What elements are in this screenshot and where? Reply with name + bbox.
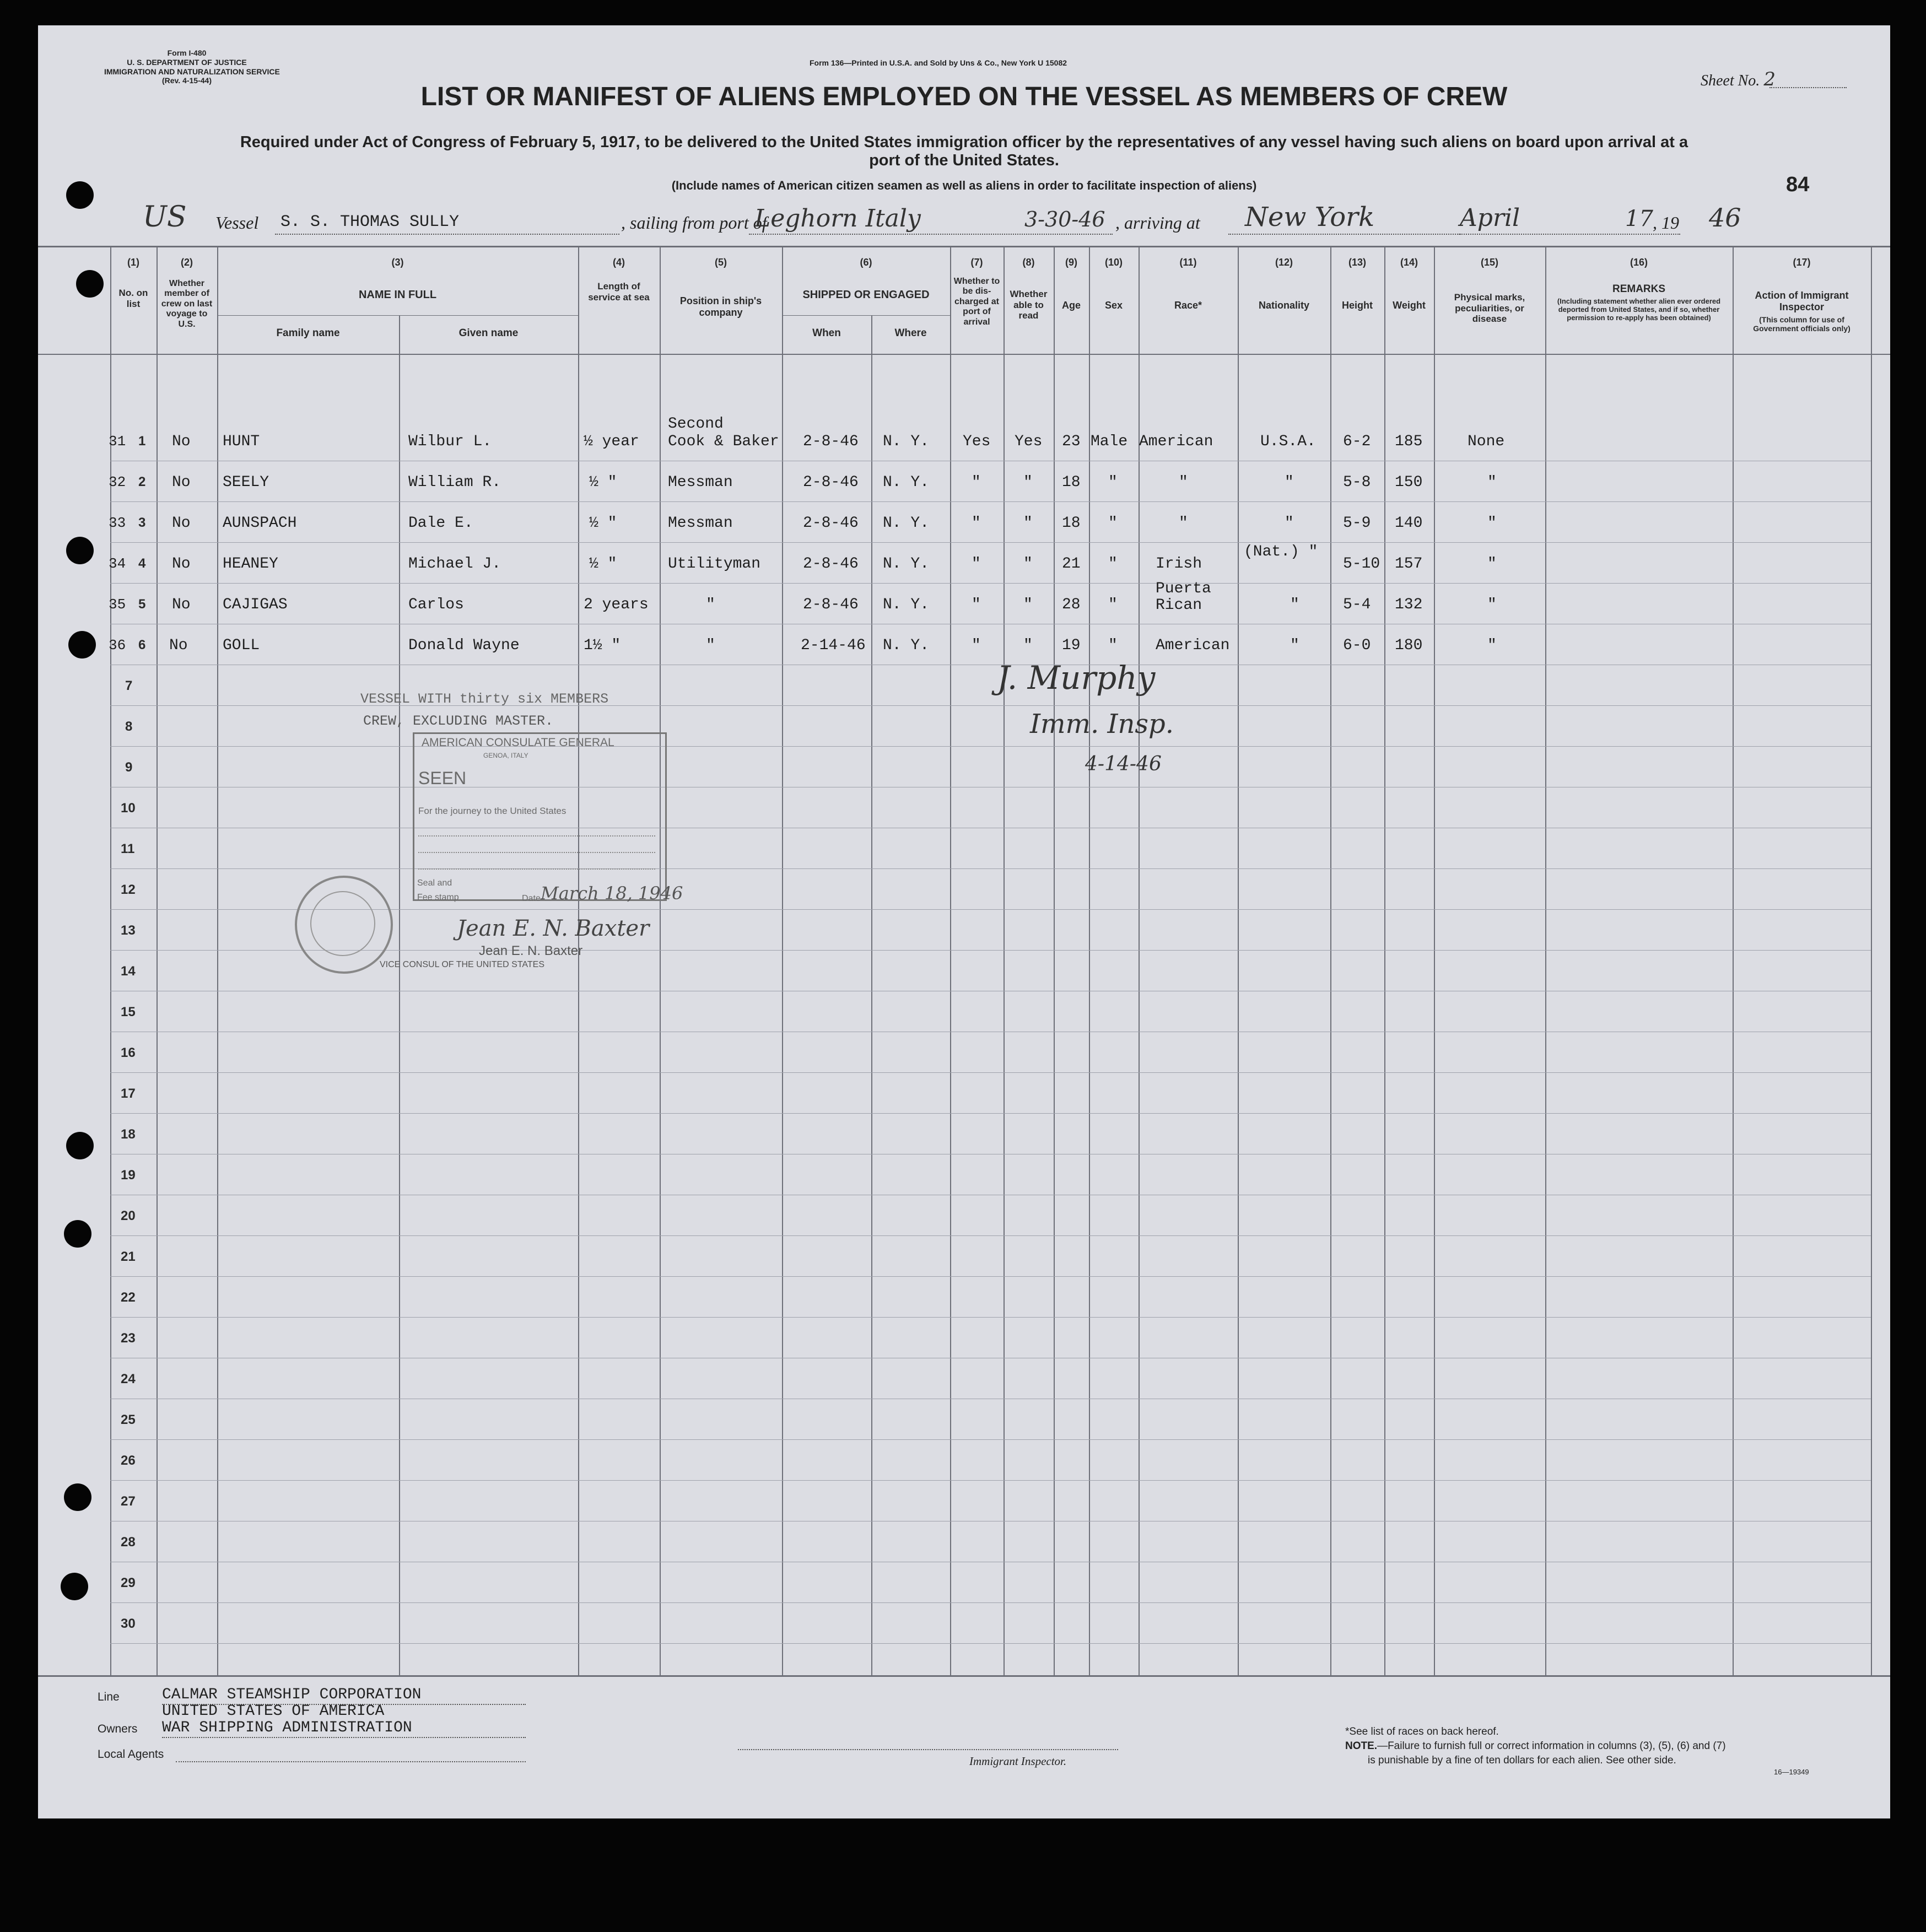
crew-last-voyage: No [172,596,191,613]
row-number: 10 [121,801,136,816]
able-to-read: " [1023,555,1033,573]
able-to-read: " [1023,637,1033,654]
col-num-14: (14) [1400,257,1418,268]
vessel-name: S. S. THOMAS SULLY [280,213,460,231]
sex: " [1108,637,1118,654]
consulate-stamp-header: AMERICAN CONSULATE GENERAL [422,736,614,749]
punch-hole [66,1132,94,1159]
footer-races-note: *See list of races on back hereof. [1345,1726,1499,1737]
header-weight: Weight [1393,300,1426,311]
row-number: 17 [121,1086,136,1101]
list-number: 34 [109,555,126,572]
punch-hole [66,181,94,209]
row-line [110,1235,1871,1236]
arrival-date-dots [1460,234,1680,235]
inspector-signature: J. Murphy [997,659,1156,697]
punch-hole [68,631,96,659]
footer-note-line-1 [1345,1740,1726,1752]
form-revision: (Rev. 4-15-44) [161,76,212,85]
discharged: Yes [963,433,991,450]
consulate-stamp-journey: For the journey to the United States [418,806,567,816]
length-of-service: 2 years [584,596,649,613]
given-name: Carlos [408,596,464,613]
shipped-when: 2-8-46 [803,555,859,573]
shipped-where: N. Y. [883,515,930,532]
shipped-when: 2-8-46 [803,433,859,450]
row-number: 7 [125,678,133,693]
physical-marks: " [1487,637,1497,654]
row-line [110,1072,1871,1073]
length-of-service: ½ " [589,555,617,573]
col-num-7: (7) [970,257,983,268]
crew-last-voyage: No [172,515,191,532]
family-name: GOLL [223,637,260,654]
header-shipped-engaged: SHIPPED OR ENGAGED [802,289,930,301]
weight: 157 [1395,555,1423,573]
row-number: 11 [121,841,135,856]
arriving-label: , arriving at [1115,213,1200,233]
height: 6-2 [1343,433,1371,450]
list-number: 31 [109,433,126,450]
weight: 180 [1395,637,1423,654]
consulate-stamp [413,732,667,901]
physical-marks: " [1487,555,1497,573]
row-number: 4 [138,556,146,571]
given-name: William R. [408,474,501,491]
table-header-rule [38,354,1890,355]
discharged: " [972,596,981,613]
col-num-11: (11) [1179,257,1197,268]
list-number: 35 [109,596,126,613]
vessel-crew-note-line-1: VESSEL WITH thirty six MEMBERS [360,691,609,707]
row-number: 24 [121,1372,136,1386]
row-line [110,1113,1871,1114]
col-num-17: (17) [1793,257,1811,268]
header-discharged: Whether to be dis-charged at port of arrival [953,277,1000,327]
age: 18 [1062,474,1081,491]
crew-last-voyage: No [172,433,191,450]
sex: " [1108,596,1118,613]
port-dots [749,234,1113,235]
stamp-dots [418,852,655,853]
row-line [110,542,1871,543]
vessel-name-dots [275,234,619,235]
crew-last-voyage: No [169,637,188,654]
weight: 150 [1395,474,1423,491]
shipped-where: N. Y. [883,637,930,654]
row-line [110,868,1871,869]
consulate-signer: Jean E. N. Baxter [479,943,583,958]
col-num-13: (13) [1348,257,1366,268]
row-line [110,1276,1871,1277]
form-service: IMMIGRATION AND NATURALIZATION SERVICE [104,67,280,76]
row-line [110,1480,1871,1481]
position: Messman [668,515,733,532]
consulate-fee-label: Fee stamp [417,893,459,902]
header-action-inspector: Action of Immigrant Inspector [1755,290,1849,312]
physical-marks: " [1487,515,1497,532]
arrival-year: 46 [1709,203,1741,233]
row-number: 26 [121,1453,136,1468]
row-number: 22 [121,1290,136,1305]
header-action-note: (This column for use of Government officials only) [1753,315,1851,333]
shipped-where: N. Y. [883,555,930,573]
col-num-10: (10) [1104,257,1123,268]
header-age: Age [1061,300,1081,311]
vessel-prefix: US [143,201,187,234]
family-name: SEELY [223,474,269,491]
row-number: 12 [121,882,136,897]
header-given-name: Given name [458,327,519,339]
col-sep [1871,246,1872,1675]
col-num-8: (8) [1022,257,1035,268]
nationality: " [1285,474,1294,491]
discharged: " [972,474,981,491]
footer-owners-label: Owners [98,1723,138,1735]
position: Messman [668,474,733,491]
age: 19 [1062,637,1081,654]
race: Puerta Rican [1156,580,1211,614]
col-sep [871,315,872,1675]
crew-last-voyage: No [172,555,191,573]
col-num-4: (4) [613,257,625,268]
col-num-16: (16) [1630,257,1648,268]
age: 28 [1062,596,1081,613]
header-position: Position in ship's company [679,295,762,318]
given-name: Michael J. [408,555,501,573]
nationality: " [1290,637,1299,654]
row-line [110,746,1871,747]
position: Utilityman [668,555,761,573]
row-number: 5 [138,597,146,612]
length-of-service: ½ " [589,515,617,532]
form-department: U. S. DEPARTMENT OF JUSTICE [127,57,247,67]
sheet-label: Sheet No. [1701,72,1760,89]
nationality: U.S.A. [1260,433,1316,450]
row-number: 30 [121,1616,136,1631]
stamp-dots [418,868,655,870]
footer-note-label: NOTE. [1345,1740,1378,1752]
consulate-signature: Jean E. N. Baxter [457,916,650,941]
col-num-2: (2) [181,257,193,268]
position: " [706,596,715,613]
header-crew-last-voyage: Whether member of crew on last voyage to U.S. [161,279,213,329]
year-label: , 19 [1653,213,1679,233]
consulate-signer-title: VICE CONSUL OF THE UNITED STATES [380,960,544,969]
shipped-where: N. Y. [883,474,930,491]
punch-hole [66,537,94,564]
footer-note-text: —Failure to furnish full or correct information in columns (3), (5), (6) and (7) [1377,1740,1726,1752]
row-number: 25 [121,1412,136,1427]
nationality: " [1285,515,1294,532]
footer-inspector-label: Immigrant Inspector. [969,1755,1067,1768]
form-instruction: (Include names of American citizen seamen as well as aliens in order to facilitate inspection of aliens) [671,179,1257,192]
footer-line-value: CALMAR STEAMSHIP CORPORATION [162,1686,422,1703]
header-height: Height [1342,300,1373,311]
row-number: 2 [138,474,146,489]
row-number: 21 [121,1249,136,1264]
discharged: " [972,515,981,532]
length-of-service: ½ " [589,474,617,491]
col-sep [399,315,400,1675]
family-name: HEANEY [223,555,278,573]
age: 21 [1062,555,1081,573]
departure-port: Leghorn Italy [754,204,921,233]
weight: 140 [1395,515,1423,532]
header-sex: Sex [1104,300,1123,311]
row-number: 16 [121,1045,136,1060]
row-number: 20 [121,1208,136,1223]
header-nationality: Nationality [1258,300,1309,311]
footer-inspector-dots [738,1749,1118,1750]
footer-owners-value-1: UNITED STATES OF AMERICA [162,1703,385,1720]
header-name-in-full: NAME IN FULL [358,289,437,301]
shipped-when: 2-8-46 [803,474,859,491]
sailing-label: , sailing from port of [621,213,767,233]
shipped-where: N. Y. [883,433,930,450]
punch-hole [64,1220,91,1248]
nationality: " [1290,596,1299,613]
name-subheader-rule [217,315,578,316]
row-number: 13 [121,923,136,938]
height: 5-4 [1343,596,1371,613]
row-number: 3 [138,515,146,530]
col-num-15: (15) [1480,257,1498,268]
list-number: 36 [109,637,126,654]
row-line [110,1439,1871,1440]
shipped-when: 2-14-46 [801,637,866,654]
consulate-seal-label: Seal and [417,878,452,888]
subtitle-line-1: Required under Act of Congress of February 5, 1917, to be delivered to the United States immigration officer by the representatives of any vessel having such aliens on board upon arrival at a [240,133,1688,151]
sex: " [1108,555,1118,573]
arrival-day: 17 [1625,206,1653,231]
race: " [1179,474,1188,491]
able-to-read: " [1023,515,1033,532]
page-number: 84 [1786,173,1810,196]
footer-owners-dots [162,1737,526,1738]
inspector-date: 4-14-46 [1085,753,1162,775]
form-number: Form I-480 [167,48,207,57]
row-line [110,1643,1871,1644]
row-number: 27 [121,1494,136,1509]
list-number: 32 [109,474,126,490]
footer-agents-dots [176,1761,526,1762]
row-line [110,1317,1871,1318]
row-line [110,501,1871,502]
stamp-dots [418,835,655,837]
height: 5-10 [1343,555,1380,573]
given-name: Wilbur L. [408,433,492,450]
consulate-date-label: Date [522,894,541,903]
weight: 132 [1395,596,1423,613]
shipped-when: 2-8-46 [803,596,859,613]
punch-hole [61,1573,88,1600]
row-number: 23 [121,1331,136,1346]
crew-last-voyage: No [172,474,191,491]
position-line-1: Second [668,415,724,433]
race: " [1179,515,1188,532]
header-physical-marks: Physical marks, peculiarities, or disease [1454,292,1525,325]
row-number: 15 [121,1005,136,1019]
footer-owners-value-2: WAR SHIPPING ADMINISTRATION [162,1719,412,1736]
arrival-port: New York [1245,202,1375,233]
subtitle-line-2: port of the United States. [869,152,1059,170]
row-number: 18 [121,1127,136,1142]
physical-marks: " [1487,596,1497,613]
header-when: When [812,327,841,339]
race: Irish [1156,555,1202,573]
position-line-2: Cook & Baker [668,433,779,450]
discharged: " [972,637,981,654]
arrival-month: April [1460,204,1520,232]
departure-date: 3-30-46 [1024,207,1105,231]
list-number: 33 [109,515,126,531]
row-number: 19 [121,1168,136,1183]
row-line [110,1602,1871,1603]
age: 18 [1062,515,1081,532]
footer-form-code: 16—19349 [1774,1768,1809,1776]
header-remarks-note: (Including statement whether alien ever ordered deported from United States, and if so, whether permission to re-apply has been obtained) [1557,297,1721,322]
vessel-label: Vessel [215,213,259,233]
row-number: 14 [121,964,136,979]
shipped-when: 2-8-46 [803,515,859,532]
length-of-service: 1½ " [584,637,621,654]
race: American [1139,433,1213,450]
form-id-block [104,48,280,85]
consular-seal [295,876,393,974]
col-num-3: (3) [391,257,404,268]
sex: " [1108,515,1118,532]
form-subtitle [38,133,1890,170]
able-to-read: " [1023,474,1033,491]
printer-note: Form 136—Printed in U.S.A. and Sold by Uns & Co., New York U 15082 [810,58,1067,67]
footer-note-line-2: is punishable by a fine of ten dollars for each alien. See other side. [1368,1755,1676,1766]
position: " [706,637,715,654]
sex: Male [1091,433,1128,450]
form-title: LIST OR MANIFEST OF ALIENS EMPLOYED ON THE VESSEL AS MEMBERS OF CREW [420,82,1508,111]
header-length-of-service: Length of service at sea [588,281,650,303]
col-num-6: (6) [860,257,872,268]
consulate-date: March 18, 1946 [541,883,683,904]
able-to-read: Yes [1015,433,1043,450]
consulate-stamp-location: GENOA, ITALY [483,752,528,759]
race: American [1156,637,1230,654]
punch-hole [76,270,104,298]
family-name: AUNSPACH [223,515,297,532]
arrival-port-dots [1228,234,1460,235]
age: 23 [1062,433,1081,450]
col-num-1: (1) [127,257,139,268]
sheet-number: 2 [1763,68,1776,90]
row-number: 8 [125,719,133,734]
table-top-rule [38,246,1890,247]
header-race: Race* [1174,300,1202,311]
row-line [110,583,1871,584]
consulate-stamp-seen: SEEN [418,768,467,788]
col-num-5: (5) [715,257,727,268]
discharged: " [972,555,981,573]
row-number: 1 [138,434,146,449]
row-number: 6 [138,638,146,652]
weight: 185 [1395,433,1423,450]
manifest-sheet [38,25,1890,1818]
col-num-9: (9) [1065,257,1077,268]
header-no-on-list: No. on list [118,288,148,309]
sex: " [1108,474,1118,491]
physical-marks: " [1487,474,1497,491]
given-name: Dale E. [408,515,473,532]
footer-agents-label: Local Agents [98,1748,164,1761]
able-to-read: " [1023,596,1033,613]
height: 6-0 [1343,637,1371,654]
vessel-crew-note-line-2: CREW, EXCLUDING MASTER. [363,713,554,729]
header-family-name: Family name [276,327,340,339]
footer-line-label: Line [98,1691,120,1703]
table-bottom-rule [38,1675,1890,1677]
given-name: Donald Wayne [408,637,520,654]
shipped-where: N. Y. [883,596,930,613]
height: 5-8 [1343,474,1371,491]
row-number: 29 [121,1575,136,1590]
header-where: Where [894,327,927,339]
row-number: 9 [125,760,133,775]
shipped-subheader-rule [782,315,950,316]
family-name: HUNT [223,433,260,450]
physical-marks: None [1468,433,1505,450]
height: 5-9 [1343,515,1371,532]
col-num-12: (12) [1275,257,1293,268]
punch-hole [64,1483,91,1511]
family-name: CAJIGAS [223,596,288,613]
header-remarks: REMARKS [1612,283,1666,295]
row-number: 28 [121,1535,136,1550]
nationality: (Nat.) " [1244,543,1318,560]
length-of-service: ½ year [584,433,639,450]
inspector-title: Imm. Insp. [1030,709,1174,740]
header-able-to-read: Whether able to read [1010,289,1048,321]
